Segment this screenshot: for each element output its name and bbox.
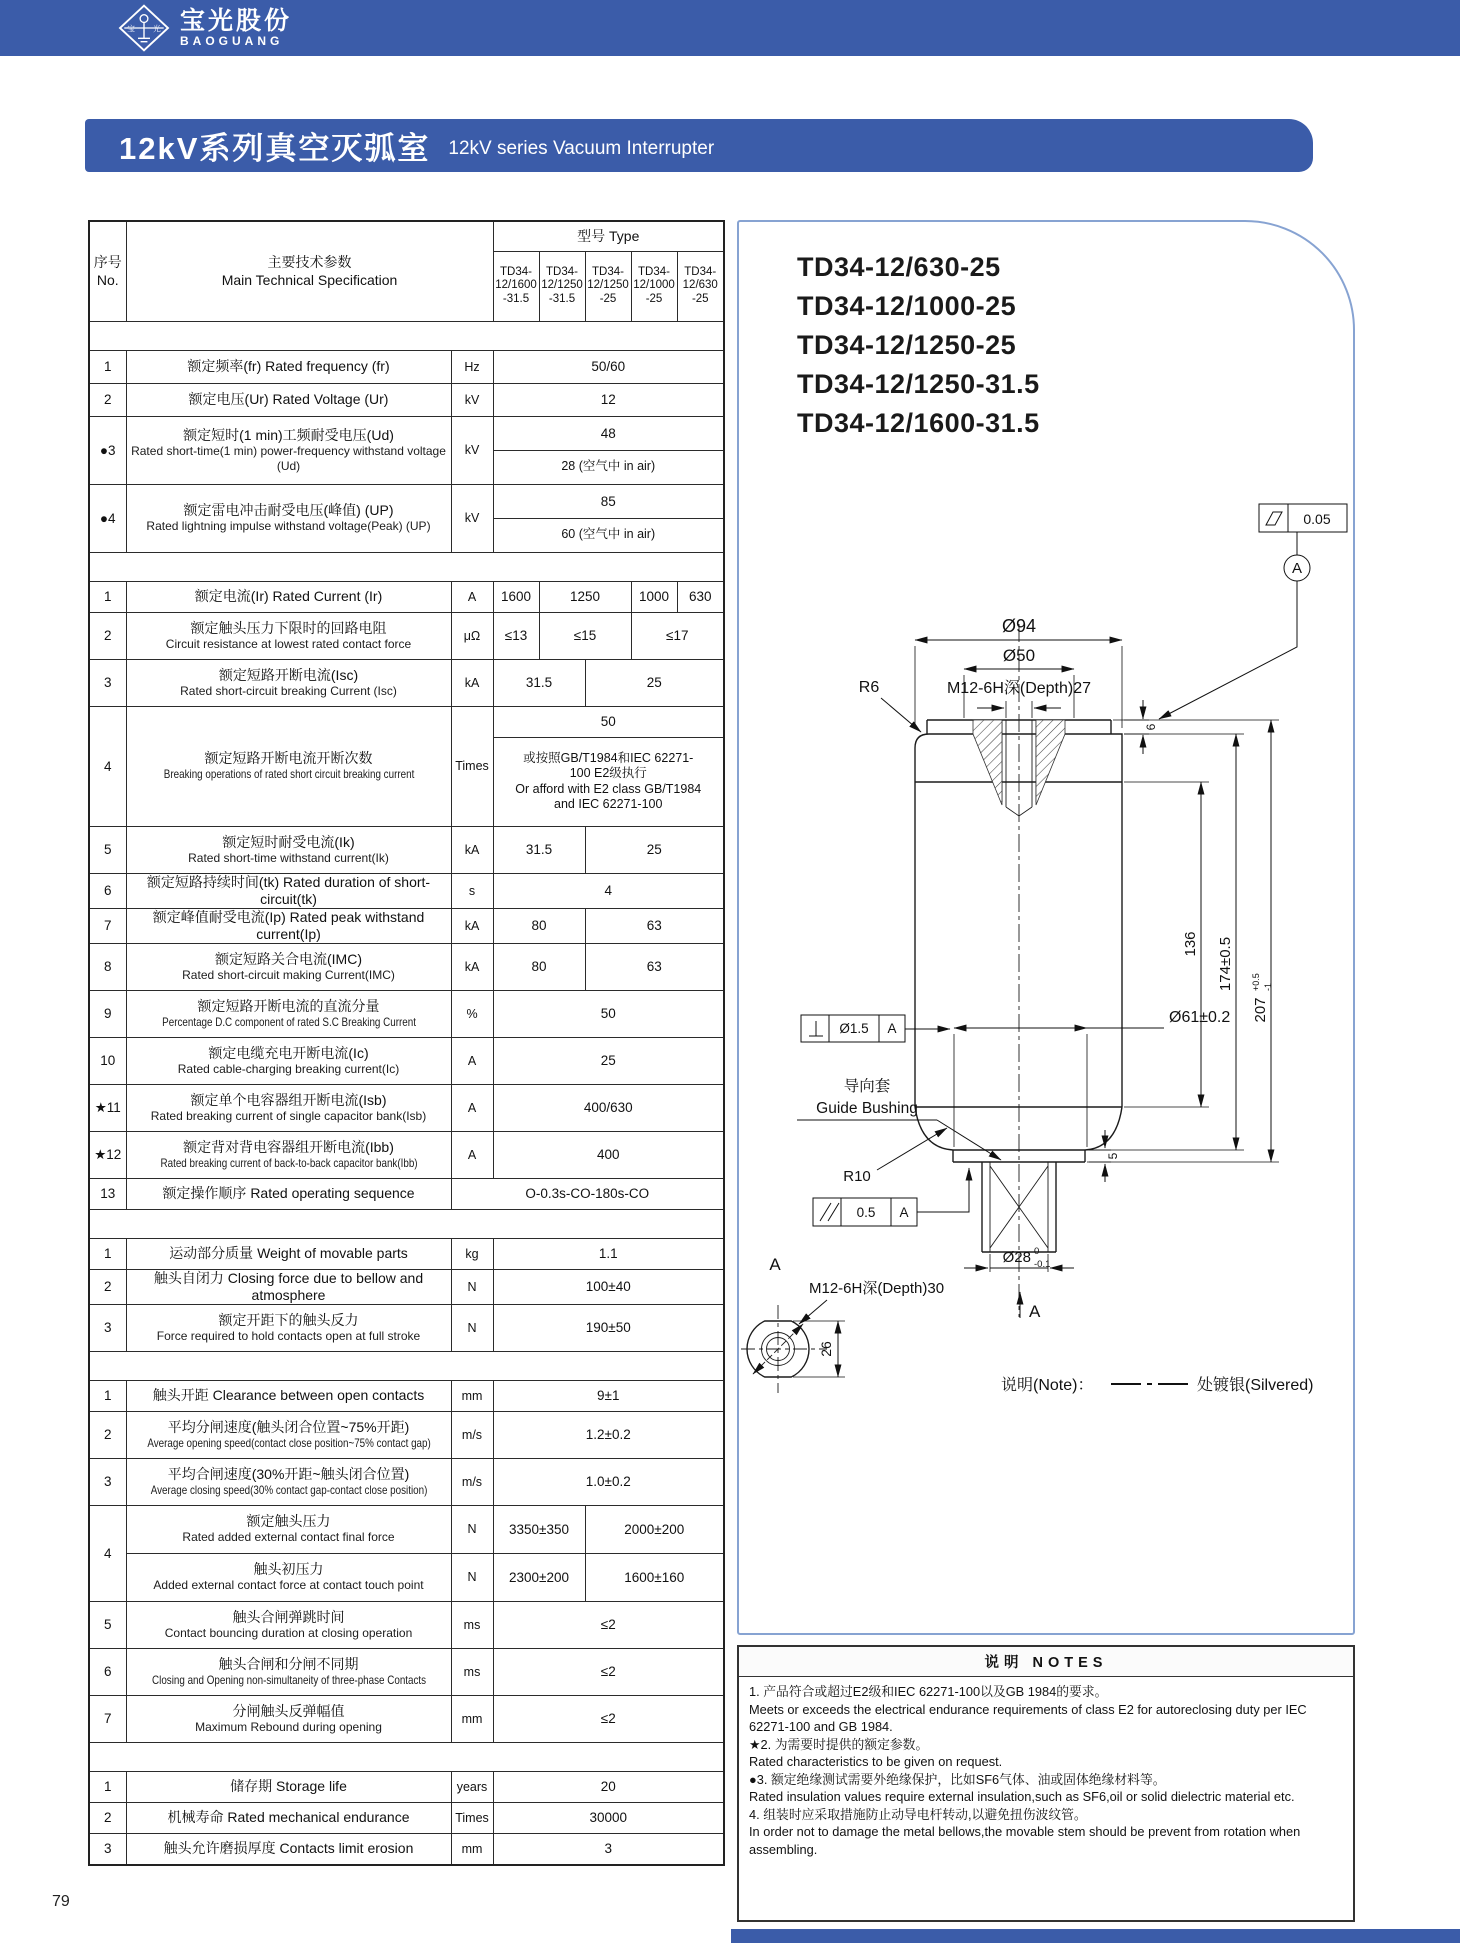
cell: TD34- 12/1600 -31.5: [493, 251, 539, 321]
cell: 触头初压力 Added external contact force at contact touch point: [126, 1553, 451, 1601]
cell: 30000: [493, 1802, 724, 1833]
cell: 1250: [539, 581, 631, 612]
svg-text:宝: 宝: [127, 24, 135, 34]
table-row: [89, 1304, 724, 1351]
cell: kg: [451, 1238, 493, 1269]
cell: ●4: [89, 484, 126, 552]
table-row: [89, 1601, 724, 1648]
svg-text:0: 0: [1034, 1246, 1040, 1257]
cell: 63: [585, 908, 724, 943]
cell: 3: [493, 1833, 724, 1865]
svg-text:Ø94: Ø94: [1001, 616, 1037, 636]
cell: N: [451, 1304, 493, 1351]
cell: 400/630: [493, 1084, 724, 1131]
cell: 2300±200: [493, 1553, 585, 1601]
cell: 2: [89, 1802, 126, 1833]
notes-body: [739, 1677, 1353, 1864]
svg-text:光: 光: [153, 24, 161, 34]
cell: 25: [493, 1037, 724, 1084]
cell: 1.0±0.2: [493, 1458, 724, 1505]
cell: 额定短路开断电流开断次数 Breaking operations of rated short circuit breaking current: [126, 706, 451, 826]
company-logo: [118, 4, 292, 52]
cell: Times: [451, 706, 493, 826]
perpendicularity-tolerance-frame: [801, 1015, 950, 1042]
table-row: [89, 416, 724, 484]
cell: N: [451, 1269, 493, 1304]
logo-name-en: BAOGUANG: [180, 34, 284, 48]
svg-text:A: A: [899, 1205, 909, 1220]
svg-text:Ø1.5: Ø1.5: [839, 1021, 869, 1036]
table-row: [89, 1084, 724, 1131]
cell: ≤2: [493, 1695, 724, 1742]
cell: 20: [493, 1771, 724, 1802]
parallelism-tolerance-frame: [813, 1168, 969, 1226]
cell: 对开关机械特性需求 MECHANICAL REQUIREMENTS: [89, 1351, 724, 1380]
cell: 7: [89, 1695, 126, 1742]
cell: ●3: [89, 416, 126, 484]
cell: 4: [89, 706, 126, 826]
cell: 2: [89, 612, 126, 659]
cell: TD34- 12/1250 -25: [585, 251, 631, 321]
svg-text:导向套: 导向套: [843, 1078, 891, 1095]
cell: 平均合闸速度(30%开距~触头闭合位置) Average closing speed(30% contact gap-contact close position): [126, 1458, 451, 1505]
cell: 8: [89, 943, 126, 990]
svg-text:A: A: [1291, 560, 1303, 577]
cell: 触头开距 Clearance between open contacts: [126, 1380, 451, 1411]
table-row: [89, 1411, 724, 1458]
cell: 1600±160: [585, 1553, 724, 1601]
table-row: [89, 826, 724, 873]
cell: kV: [451, 484, 493, 552]
dim-136: [1124, 782, 1209, 1107]
table-row: [89, 1131, 724, 1178]
cell: A: [451, 1037, 493, 1084]
cell: 1: [89, 350, 126, 383]
table-row: [89, 221, 724, 251]
cell: 4: [89, 1505, 126, 1601]
cell: 1: [89, 581, 126, 612]
cell: 1.2±0.2: [493, 1411, 724, 1458]
label-r10: [843, 1128, 947, 1185]
svg-text:M12-6H深(Depth)27: M12-6H深(Depth)27: [946, 680, 1092, 697]
cell: kA: [451, 659, 493, 706]
table-row: [89, 1269, 724, 1304]
svg-text:A: A: [887, 1021, 897, 1036]
cell: 2000±200: [585, 1505, 724, 1553]
table-row: [89, 1505, 724, 1553]
cell: mm: [451, 1380, 493, 1411]
table-row: [89, 612, 724, 659]
table-row: [89, 908, 724, 943]
cell: O-0.3s-CO-180s-CO: [451, 1178, 724, 1209]
cell: kV: [451, 383, 493, 416]
table-row: [89, 1238, 724, 1269]
silvered-legend: [1001, 1376, 1313, 1394]
cell: 50: [493, 990, 724, 1037]
cell: 3: [89, 1458, 126, 1505]
logo-text: [180, 8, 292, 48]
cell: 额定电压(Ur) Rated Voltage (Ur): [126, 383, 451, 416]
cell: 9: [89, 990, 126, 1037]
cell: 3350±350: [493, 1505, 585, 1553]
cell: 额定短时耐受电流(Ik) Rated short-time withstand current(Ik): [126, 826, 451, 873]
cell: mm: [451, 1833, 493, 1865]
cell: 额定短路持续时间(tk) Rated duration of short-circuit(tk): [126, 873, 451, 908]
cell: 额定操作顺序 Rated operating sequence: [126, 1178, 451, 1209]
cell: μΩ: [451, 612, 493, 659]
cell: 机械参数 MECHANICAL DATA: [89, 1209, 724, 1238]
dim-5: [1087, 1130, 1120, 1182]
flatness-tolerance-frame: [1259, 504, 1347, 532]
note-line-cn: ●3. 额定绝缘测试需要外绝缘保护，比如SF6气体、油或固体绝缘材料等。: [749, 1771, 1166, 1787]
cell: 平均分闸速度(触头闭合位置~75%开距) Average opening speed(contact close position~75% contact gap): [126, 1411, 451, 1458]
cell: 额定电缆充电开断电流(Ic) Rated cable-charging breaking current(Ic): [126, 1037, 451, 1084]
cell: 主要技术参数 Main Technical Specification: [126, 221, 493, 321]
cell: A: [451, 1084, 493, 1131]
cell: 序号 No.: [89, 221, 126, 321]
table-row: [89, 1771, 724, 1802]
cell: 额定短路关合电流(IMC) Rated short-circuit making Current(IMC): [126, 943, 451, 990]
cell: 额定短路开断电流的直流分量 Percentage D.C component of rated S.C Breaking Current: [126, 990, 451, 1037]
cell: ★11: [89, 1084, 126, 1131]
cell: 630: [677, 581, 724, 612]
table-row: [89, 1553, 724, 1601]
cell: 80: [493, 908, 585, 943]
cell: TD34- 12/630 -25: [677, 251, 724, 321]
cell: 额定触头压力 Rated added external contact final force: [126, 1505, 451, 1553]
svg-text:-0.1: -0.1: [1034, 1259, 1051, 1270]
cell: 80: [493, 943, 585, 990]
svg-text:-1: -1: [1263, 982, 1273, 991]
datum-a-symbol: [1159, 532, 1310, 719]
cell: TD34- 12/1000 -25: [631, 251, 677, 321]
cell: 190±50: [493, 1304, 724, 1351]
table-row: [89, 1648, 724, 1695]
cell: 3: [89, 659, 126, 706]
cell: ms: [451, 1648, 493, 1695]
model-name: TD34-12/1600-31.5: [797, 408, 1040, 438]
section-bar: [89, 1209, 724, 1238]
cell: 400: [493, 1131, 724, 1178]
cell: 85 60 (空气中 in air): [493, 484, 724, 552]
cell: 额定触头压力下限时的回路电阻 Circuit resistance at lowest rated contact force: [126, 612, 451, 659]
dim-174: [1089, 734, 1244, 1150]
cell: 3: [89, 1304, 126, 1351]
cell: 13: [89, 1178, 126, 1209]
cell: 6: [89, 1648, 126, 1695]
cell: 额定短路开断电流(Isc) Rated short-circuit breaking Current (Isc): [126, 659, 451, 706]
cell: 1: [89, 1238, 126, 1269]
notes-title: 说明 NOTES: [739, 1647, 1353, 1677]
cell: 储存期 Storage life: [126, 1771, 451, 1802]
cell: 2: [89, 383, 126, 416]
section-bar: [89, 552, 724, 581]
cell: ≤13: [493, 612, 539, 659]
table-row: [89, 581, 724, 612]
spec-table: [88, 220, 725, 1866]
cell: 3: [89, 1833, 126, 1865]
cell: 运动部分质量 Weight of movable parts: [126, 1238, 451, 1269]
svg-text:5: 5: [1106, 1152, 1120, 1160]
cell: 63: [585, 943, 724, 990]
dim-6: [1124, 700, 1158, 754]
cell: 7: [89, 908, 126, 943]
svg-text:说明(Note)：: 说明(Note)：: [1001, 1377, 1094, 1394]
cell: 机械寿命 Rated mechanical endurance: [126, 1802, 451, 1833]
logo-name-cn: 宝光股份: [180, 7, 293, 35]
cell: 额定电流(Ir) Rated Current (Ir): [126, 581, 451, 612]
cell: 5: [89, 1601, 126, 1648]
cell: 额定雷电冲击耐受电压(峰值) (UP) Rated lightning impulse withstand voltage(Peak) (UP): [126, 484, 451, 552]
svg-text:Ø61±0.2: Ø61±0.2: [1169, 1009, 1231, 1026]
table-row: [89, 1833, 724, 1865]
svg-text:R10: R10: [843, 1168, 871, 1185]
cell: kV: [451, 416, 493, 484]
table-row: [89, 1695, 724, 1742]
page-number: 79: [52, 1893, 70, 1910]
table-row: [89, 1037, 724, 1084]
section-bar: [89, 1742, 724, 1771]
table-row: [89, 706, 724, 826]
svg-text:A: A: [1029, 1302, 1041, 1321]
cell: 12: [493, 383, 724, 416]
cell: 2: [89, 1411, 126, 1458]
svg-text:174±0.5: 174±0.5: [1217, 936, 1234, 992]
cell: 1600: [493, 581, 539, 612]
cell: Times: [451, 1802, 493, 1833]
cell: 寿命 LIFE: [89, 1742, 724, 1771]
cell: 10: [89, 1037, 126, 1084]
svg-text:Ø50: Ø50: [1002, 646, 1036, 665]
svg-text:26: 26: [818, 1341, 834, 1357]
cell: ≤15: [539, 612, 631, 659]
cell: ≤17: [631, 612, 724, 659]
cell: s: [451, 873, 493, 908]
cell: kA: [451, 908, 493, 943]
cell: N: [451, 1505, 493, 1553]
table-row: [89, 659, 724, 706]
notes-box: [737, 1645, 1355, 1922]
cell: 100±40: [493, 1269, 724, 1304]
guide-bushing-label: [797, 1077, 1001, 1160]
section-bar: [89, 1351, 724, 1380]
outline-drawing: [739, 222, 1353, 1633]
cell: 6: [89, 873, 126, 908]
table-row: [89, 484, 724, 552]
cell: ≤2: [493, 1648, 724, 1695]
note-line-cn: ★2. 为需要时提供的额定参数。: [749, 1736, 929, 1752]
note-line-en: In order not to damage the metal bellows,the movable stem should be prevent from rotation when assembling.: [749, 1824, 1301, 1857]
cell: 1000: [631, 581, 677, 612]
svg-text:A: A: [769, 1255, 781, 1274]
cell: TD34- 12/1250 -31.5: [539, 251, 585, 321]
dim-dia61: [954, 1009, 1230, 1147]
section-bar: [89, 321, 724, 350]
interrupter-outline: [915, 720, 1122, 1252]
cell: 31.5: [493, 826, 585, 873]
cell: A: [451, 581, 493, 612]
table-row: [89, 1178, 724, 1209]
cell: years: [451, 1771, 493, 1802]
cell: 触头自闭力 Closing force due to bellow and atmosphere: [126, 1269, 451, 1304]
cell: mm: [451, 1695, 493, 1742]
table-row: [89, 1380, 724, 1411]
cell: %: [451, 990, 493, 1037]
cell: kA: [451, 826, 493, 873]
model-name: TD34-12/1000-25: [797, 291, 1017, 321]
model-name: TD34-12/1250-25: [797, 330, 1017, 360]
cell: 额定峰值耐受电流(Ip) Rated peak withstand current(Ip): [126, 908, 451, 943]
table-row: [89, 873, 724, 908]
svg-text:Guide Bushing: Guide Bushing: [816, 1100, 918, 1117]
svg-text:0.5: 0.5: [856, 1205, 876, 1220]
cell: kA: [451, 943, 493, 990]
brand-band: [0, 0, 1460, 56]
cell: 触头合闸和分闸不同期 Closing and Opening non-simultaneity of three-phase Contacts: [126, 1648, 451, 1695]
cell: 50/60: [493, 350, 724, 383]
cell: 1.1: [493, 1238, 724, 1269]
cell: 50 或按照GB/T1984和IEC 62271- 100 E2级执行 Or afford with E2 class GB/T1984 and IEC 62271-100: [493, 706, 724, 826]
table-row: [89, 383, 724, 416]
cell: 型号 Type: [493, 221, 724, 251]
cell: 25: [585, 659, 724, 706]
cell: ≤2: [493, 1601, 724, 1648]
svg-text:M12-6H深(Depth)30: M12-6H深(Depth)30: [809, 1280, 945, 1297]
svg-text:Ø28: Ø28: [1002, 1249, 1031, 1266]
cell: 额定开距下的触头反力 Force required to hold contacts open at full stroke: [126, 1304, 451, 1351]
note-line-en: Meets or exceeds the electrical endurance requirements of class E2 for autoreclosing duty per IEC 62271-100 and GB 1984.: [749, 1701, 1307, 1734]
cell: 4: [493, 873, 724, 908]
svg-text:+0.5: +0.5: [1251, 973, 1261, 991]
cell: 额定单个电容器组开断电流(Isb) Rated breaking current of single capacitor bank(Isb): [126, 1084, 451, 1131]
note-line-cn: 1. 产品符合或超过E2级和IEC 62271-100以及GB 1984的要求。: [749, 1684, 1108, 1699]
svg-text:R6: R6: [858, 679, 880, 696]
page-title-cn: 12kV系列真空灭弧室: [119, 131, 431, 166]
note-line-en: Rated insulation values require external insulation,such as SF6,oil or solid dielectric material etc.: [749, 1789, 1295, 1804]
table-row: [89, 1458, 724, 1505]
dim-dia94: [915, 616, 1122, 728]
cell: 2: [89, 1269, 126, 1304]
cell: 电压参数 VOLTAGE RATINGS AT RATED CONTACT STROKE: [89, 321, 724, 350]
bottom-bar: [731, 1929, 1460, 1943]
cell: 25: [585, 826, 724, 873]
cell: 额定背对背电容器组开断电流(Ibb) Rated breaking current of back-to-back capacitor bank(Ibb): [126, 1131, 451, 1178]
cell: ms: [451, 1601, 493, 1648]
cell: 额定短时(1 min)工频耐受电压(Ud) Rated short-time(1 min) power-frequency withstand voltage (Ud): [126, 416, 451, 484]
cell: 9±1: [493, 1380, 724, 1411]
table-row: [89, 350, 724, 383]
page-title-en: 12kV series Vacuum Interrupter: [448, 137, 715, 159]
drawing-panel: [737, 220, 1355, 1635]
cell: 1: [89, 1380, 126, 1411]
cell: 电流参数 CURRENT RATINGS: [89, 552, 724, 581]
label-m12-bottom: [799, 1280, 944, 1324]
model-name: TD34-12/630-25: [797, 252, 1001, 282]
svg-text:0.05: 0.05: [1303, 511, 1331, 527]
svg-text:207: 207: [1252, 997, 1269, 1023]
section-view: [741, 1305, 827, 1393]
cell: N: [451, 1553, 493, 1601]
cell: 5: [89, 826, 126, 873]
note-line-en: Rated characteristics to be given on request.: [749, 1754, 1003, 1769]
cell: 48 28 (空气中 in air): [493, 416, 724, 484]
table-row: [89, 943, 724, 990]
cell: 31.5: [493, 659, 585, 706]
dim-dia28: [964, 1246, 1074, 1272]
table-row: [89, 1802, 724, 1833]
table-row: [89, 990, 724, 1037]
note-line-cn: 4. 组装时应采取措施防止动导电杆转动,以避免扭伤波纹管。: [749, 1806, 1087, 1822]
cell: 触头允许磨损厚度 Contacts limit erosion: [126, 1833, 451, 1865]
cell: Hz: [451, 350, 493, 383]
page-title-bar: [85, 119, 1313, 172]
model-name: TD34-12/1250-31.5: [797, 369, 1040, 399]
cell: m/s: [451, 1458, 493, 1505]
cell: 触头合闸弹跳时间 Contact bouncing duration at closing operation: [126, 1601, 451, 1648]
svg-text:6: 6: [1144, 723, 1158, 731]
cell: 额定频率(fr) Rated frequency (fr): [126, 350, 451, 383]
label-r6: [859, 679, 921, 732]
cell: ★12: [89, 1131, 126, 1178]
cell: 分闸触头反弹幅值 Maximum Rebound during opening: [126, 1695, 451, 1742]
svg-text:136: 136: [1182, 931, 1199, 957]
baoguang-logo-icon: [118, 4, 170, 52]
cell: A: [451, 1131, 493, 1178]
cell: m/s: [451, 1411, 493, 1458]
cell: 1: [89, 1771, 126, 1802]
svg-text:处镀银(Silvered): 处镀银(Silvered): [1197, 1377, 1314, 1394]
